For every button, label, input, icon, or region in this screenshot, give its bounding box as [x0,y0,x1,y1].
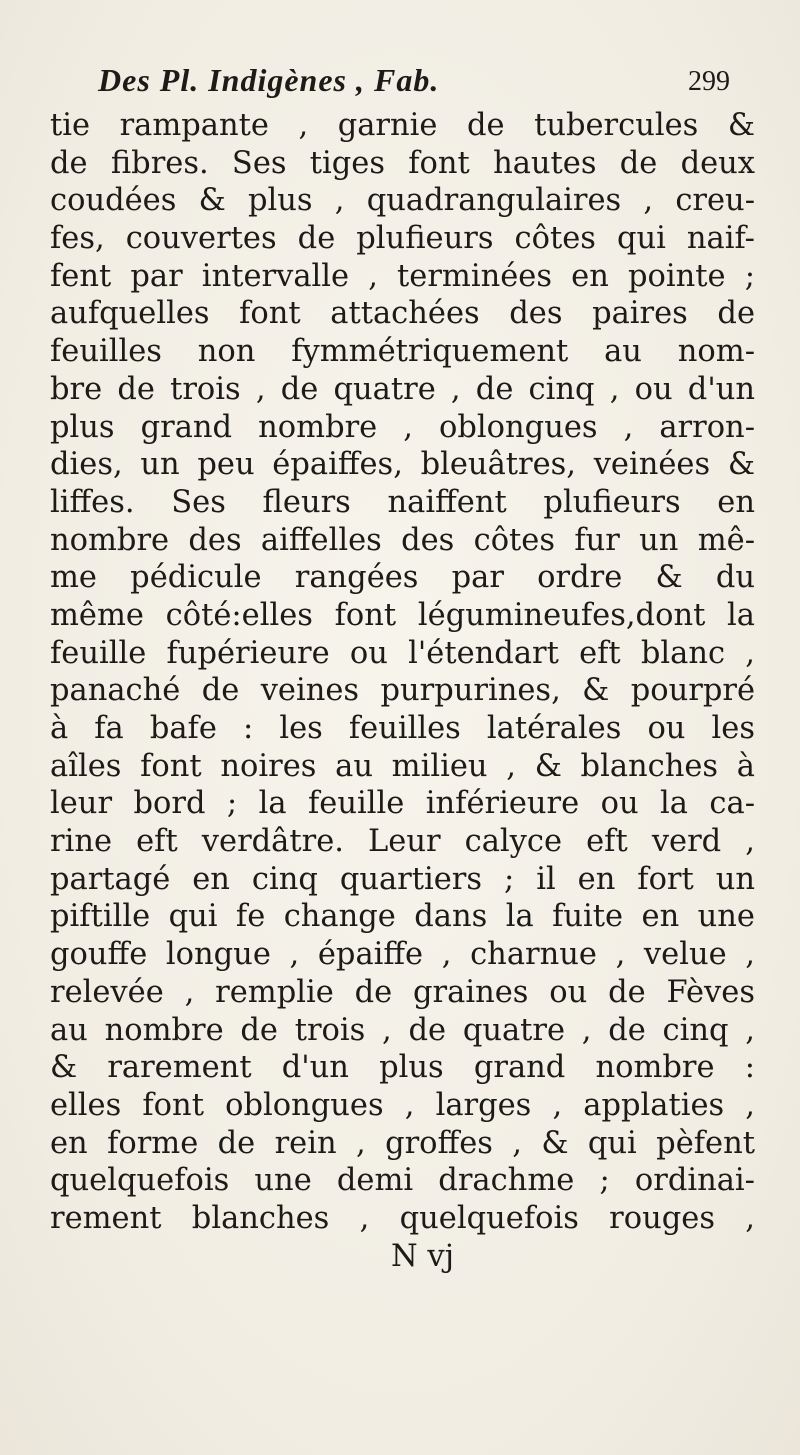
text-line: fent par intervalle , terminées en pointe ; [50,258,755,294]
text-line: feuille fupérieure ou l'étendart eft blanc , [50,635,755,671]
text-line: feuilles non fymmétriquement au nom- [50,334,755,370]
running-title: Des Pl. Indigènes , Fab. [98,62,440,98]
text-line: aîles font noires au milieu , & blanches à [50,748,755,784]
text-line: dies, un peu épaiffes, bleuâtres, veinées & [50,447,755,483]
text-line: relevée , remplie de graines ou de Fèves [50,974,755,1010]
text-line: liffes. Ses fleurs naiffent plufieurs en [50,484,755,520]
text-line: rine eft verdâtre. Leur calyce eft verd , [50,824,755,860]
text-line: au nombre de trois , de quatre , de cinq , [50,1012,755,1048]
text-line: en forme de rein , groffes , & qui pèfent [50,1125,755,1161]
text-line: panaché de veines purpurines, & pourpré [50,673,755,709]
text-line: même côté:elles font légumineufes,dont la [50,597,755,633]
text-line: rement blanches , quelquefois rouges , [50,1200,755,1236]
body-text [50,107,755,1275]
page-number: 299 [688,66,730,97]
text-line: quelquefois une demi drachme ; ordinai- [50,1163,755,1199]
text-line: leur bord ; la feuille inférieure ou la ca- [50,786,755,822]
text-line: plus grand nombre , oblongues , arron- [50,409,755,445]
text-line: fes, couvertes de plufieurs côtes qui naif- [50,221,755,257]
text-line: aufquelles font attachées des paires de [50,296,755,332]
text-line: bre de trois , de quatre , de cinq , ou d'un [50,371,755,407]
text-line: & rarement d'un plus grand nombre : [50,1050,755,1086]
text-line: elles font oblongues , larges , applaties , [50,1087,755,1123]
running-header [98,62,738,112]
text-line: de fibres. Ses tiges font hautes de deux [50,145,755,181]
text-line: coudées & plus , quadrangulaires , creu- [50,183,755,219]
signature-mark: N vj [390,1238,455,1274]
text-line: piftille qui fe change dans la fuite en une [50,899,755,935]
text-line: à fa bafe : les feuilles latérales ou les [50,711,755,746]
text-line: partagé en cinq quartiers ; il en fort un [50,861,755,897]
text-line: tie rampante , garnie de tubercules & [50,108,755,143]
text-line: me pédicule rangées par ordre & du [50,560,755,596]
text-line: nombre des aiffelles des côtes fur un mê- [50,522,755,558]
text-line: gouffe longue , épaiffe , charnue , velue , [50,937,755,973]
